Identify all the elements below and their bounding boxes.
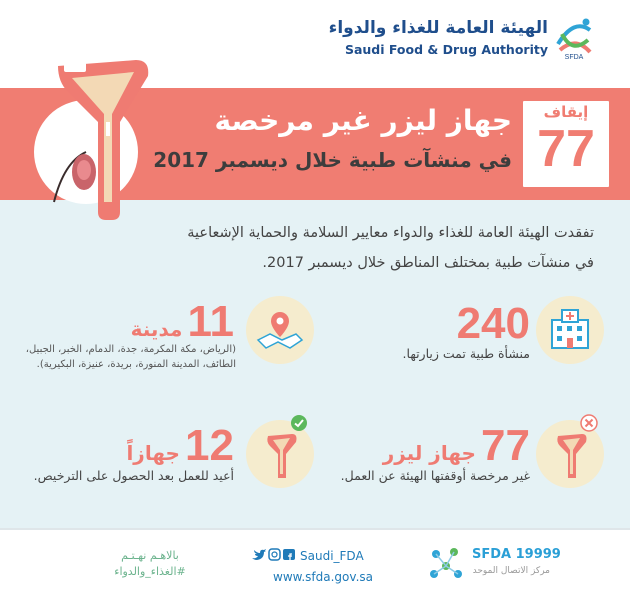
footer-divider	[0, 528, 630, 530]
sfda-logo-mark-text: SFDA	[564, 54, 584, 60]
page-subtitle: في منشآت طبية خلال ديسمبر 2017	[153, 148, 512, 172]
sfda-call-number[interactable]: SFDA 19999	[472, 547, 561, 562]
stat-returned-unit: جهازاً	[126, 441, 180, 465]
footer-hashtag-line-1: بالاهـم نهـتـم	[121, 549, 179, 562]
stop-badge-number: 77	[537, 120, 595, 178]
stat-stopped-heading	[330, 421, 530, 470]
stat-stopped-desc: غير مرخصة أوقفتها الهيئة عن العمل.	[340, 468, 530, 483]
stat-facilities-number: 240	[456, 299, 530, 348]
laser-device-illustration	[24, 52, 164, 222]
website-link[interactable]: www.sfda.gov.sa	[273, 570, 373, 584]
stat-cities-list-line-1: (الرياض، مكة المكرمة، جدة، الدمام، الخبر، الجبيل،	[25, 344, 236, 355]
logo-english-name: Saudi Food & Drug Authority	[344, 42, 548, 57]
stat-stopped-number: 77	[481, 421, 530, 470]
twitter-icon[interactable]	[252, 549, 266, 560]
stat-cities-number: 11	[187, 297, 234, 346]
instagram-icon[interactable]	[269, 549, 280, 560]
stop-badge-label: إيقاف	[543, 103, 589, 121]
stopped-x-icon	[580, 414, 598, 432]
social-handle[interactable]: Saudi_FDA	[300, 549, 364, 563]
facility-icon-circle	[536, 296, 604, 364]
stat-cities-list	[14, 342, 236, 372]
footer-hashtag-line-2[interactable]: #الغذاء_والدواء	[114, 565, 186, 578]
stat-returned-heading	[40, 421, 234, 470]
page-title: جهاز ليزر غير مرخصة	[214, 104, 512, 137]
stop-badge	[520, 98, 612, 190]
map-icon-circle	[246, 296, 314, 364]
stat-cities-list-line-2: الطائف، المدينة المنورة، بريدة، عنيزة، البكيرية).	[36, 359, 236, 370]
stat-cities-unit: مدينة	[130, 317, 183, 341]
stat-returned-desc: أعيد للعمل بعد الحصول على الترخيص.	[33, 468, 234, 483]
intro-line-1: تفقدت الهيئة العامة للغذاء والدواء معايير السلامة والحماية الإشعاعية	[187, 225, 594, 241]
intro-line-2: في منشآت طبية بمختلف المناطق خلال ديسمبر 2017.	[262, 255, 594, 271]
map-pin-icon	[246, 296, 314, 364]
facebook-icon[interactable]	[283, 549, 295, 560]
call-center-icon	[428, 546, 466, 582]
stat-stopped-unit: جهاز ليزر	[382, 441, 476, 465]
stat-returned-number: 12	[185, 421, 234, 470]
intro-paragraph	[34, 218, 594, 278]
footer-hashtag	[90, 548, 210, 580]
call-center-label: مركز الاتصال الموحد	[472, 566, 550, 576]
stat-cities-heading	[20, 297, 234, 346]
hospital-icon	[536, 296, 604, 364]
sfda-logo-icon	[552, 14, 596, 60]
logo-arabic-name: الهيئة العامة للغذاء والدواء	[328, 18, 548, 38]
approved-check-icon	[290, 414, 308, 432]
stat-facilities-desc: منشأة طبية تمت زيارتها.	[402, 346, 530, 361]
social-icons	[250, 547, 298, 563]
